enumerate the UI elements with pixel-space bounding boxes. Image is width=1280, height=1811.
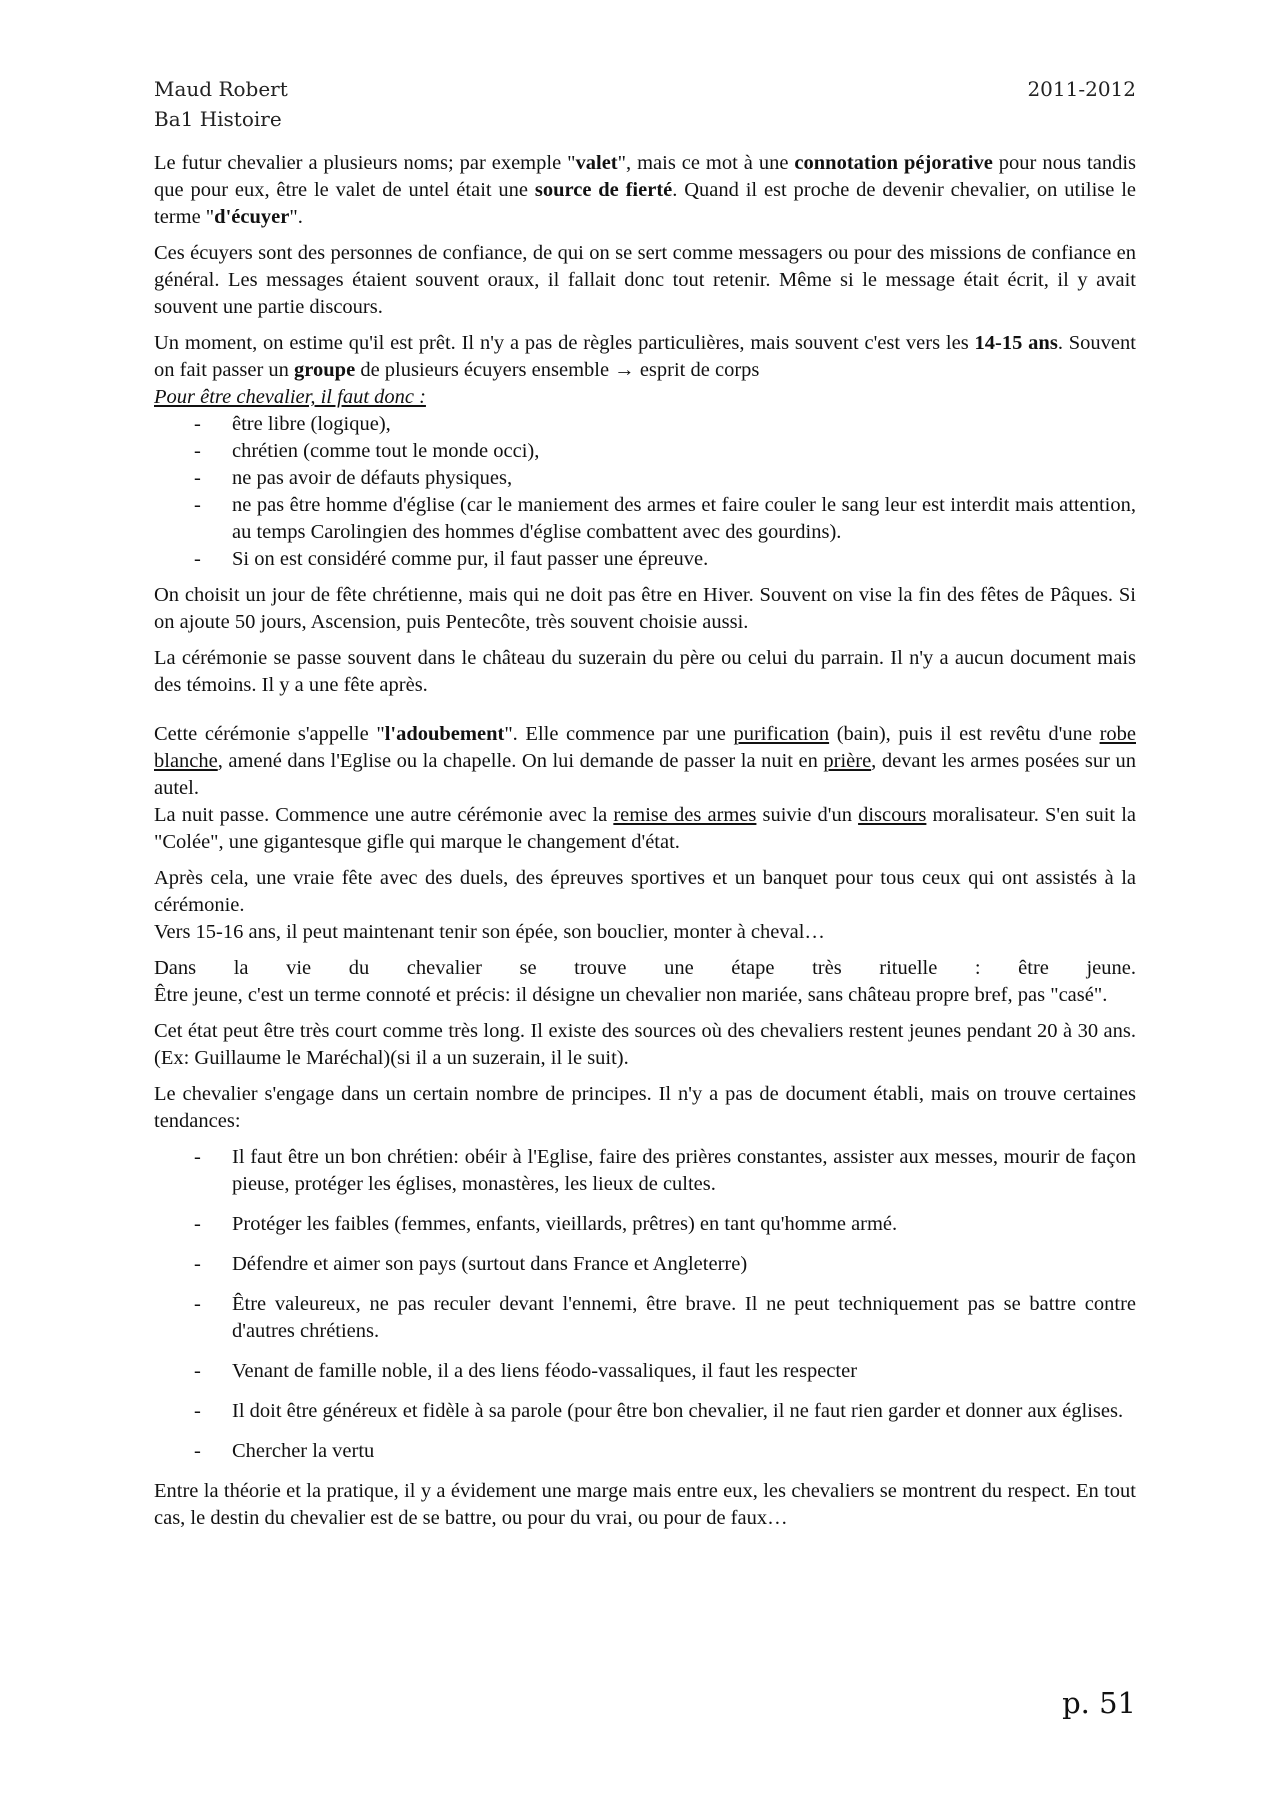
paragraph-duree: Cet état peut être très court comme très long. Il existe des sources où des chevaliers restent jeunes pendant 20 à 30 ans. (Ex: Guillaume le Maréchal)(si il a un suzerain, il le suit). bbox=[154, 1020, 1136, 1069]
paragraph-fete: On choisit un jour de fête chrétienne, mais qui ne doit pas être en Hiver. Souvent on vise la fin des fêtes de Pâques. Si on ajoute 50 jours, Ascension, puis Pentecôte, très souvent choisie aussi. bbox=[154, 584, 1136, 633]
term-priere: prière bbox=[823, 750, 872, 772]
academic-year: 2011-2012 bbox=[1027, 77, 1136, 101]
term-robe-blanche: robe blanche bbox=[154, 723, 1136, 772]
page-number: p. 51 bbox=[1062, 1686, 1136, 1720]
list-item: - être libre (logique), bbox=[154, 411, 1136, 438]
page-header bbox=[154, 74, 1136, 134]
list-item: - Il faut être un bon chrétien: obéir à l'Eglise, faire des prières constantes, assister aux messes, mourir de façon pieuse, protéger les églises, monastères, les lieux de cultes. bbox=[154, 1144, 1136, 1198]
conditions-list bbox=[154, 411, 1136, 573]
term-remise-armes: remise des armes bbox=[613, 804, 757, 826]
term-connotation: connotation péjorative bbox=[794, 152, 993, 174]
principles-list bbox=[154, 1144, 1136, 1465]
paragraph-ceremonie-lieu: La cérémonie se passe souvent dans le château du suzerain du père ou celui du parrain. Il n'y a aucun document mais des témoins. Il y a une fête après. bbox=[154, 647, 1136, 696]
list-item: - Protéger les faibles (femmes, enfants, vieillards, prêtres) en tant qu'homme armé. bbox=[154, 1211, 1136, 1238]
term-fierte: source de fierté bbox=[534, 179, 673, 201]
paragraph-conclusion: Entre la théorie et la pratique, il y a évidement une marge mais entre eux, les chevaliers se montrent du respect. En tout cas, le destin du chevalier est de se battre, ou pour du vrai, ou pour de faux… bbox=[154, 1480, 1136, 1529]
list-item: - Si on est considéré comme pur, il faut passer une épreuve. bbox=[154, 546, 1136, 573]
term-ecuyer: d'écuyer bbox=[214, 206, 290, 228]
document-body bbox=[154, 150, 1136, 1541]
list-item: - ne pas avoir de défauts physiques, bbox=[154, 465, 1136, 492]
term-valet: valet bbox=[575, 152, 618, 174]
term-discours: discours bbox=[858, 804, 927, 826]
term-purification: purification bbox=[733, 723, 830, 745]
author-name: Maud Robert bbox=[154, 77, 288, 101]
list-item: - Être valeureux, ne pas reculer devant l'ennemi, être brave. Il ne peut techniquement pas se battre contre d'autres chrétiens. bbox=[154, 1291, 1136, 1345]
list-item: - chrétien (comme tout le monde occi), bbox=[154, 438, 1136, 465]
paragraph-age-epee: Vers 15-16 ans, il peut maintenant tenir son épée, son bouclier, monter à cheval… bbox=[154, 921, 825, 943]
paragraph-valet: Le futur chevalier a plusieurs noms; par exemple "valet", mais ce mot à une connotation péjorative pour nous tandis que pour eux, être le valet de untel était une source de fierté. Quand il est proche de devenir chevalier, on utilise le terme "d'écuyer". bbox=[154, 152, 1137, 228]
paragraph-age: Un moment, on estime qu'il est prêt. Il n'y a pas de règles particulières, mais souvent c'est vers les 14-15 ans. Souvent on fait passer un groupe de plusieurs écuyers ensemble → esprit de corps Pour être chevalier, il faut donc : bbox=[154, 332, 1136, 408]
term-groupe: groupe bbox=[294, 359, 356, 381]
paragraph-jeune-definition: Être jeune, c'est un terme connoté et précis: il désigne un chevalier non mariée, sans château propre bref, pas "casé". bbox=[154, 984, 1108, 1006]
paragraph-adoubement: Cette cérémonie s'appelle "l'adoubement". Elle commence par une purification (bain), puis il est revêtu d'une robe blanche, amené dans l'Eglise ou la chapelle. On lui demande de passer la nuit en prière, devant les armes posées sur un autel. La nuit passe. Commence une autre cérémonie avec la remise des armes suivie d'un discours moralisateur. S'en suit la "Colée", une gigantesque gifle qui marque le changement d'état. bbox=[154, 723, 1136, 853]
course-name: Ba1 Histoire bbox=[154, 107, 282, 131]
list-item: - ne pas être homme d'église (car le maniement des armes et faire couler le sang leur est interdit mais attention, au temps Carolingien des hommes d'église combattent avec des gourdins). bbox=[154, 492, 1136, 546]
list-item: - Chercher la vertu bbox=[154, 1438, 1136, 1465]
list-item: - Il doit être généreux et fidèle à sa parole (pour être bon chevalier, il ne faut rien garder et donner aux églises. bbox=[154, 1398, 1136, 1425]
term-age: 14-15 ans bbox=[974, 332, 1058, 354]
paragraph-ecuyers: Ces écuyers sont des personnes de confiance, de qui on se sert comme messagers ou pour des missions de confiance en général. Les messages étaient souvent oraux, il fallait donc tout retenir. Même si le message était écrit, il y avait souvent une partie discours. bbox=[154, 242, 1136, 318]
term-adoubement: l'adoubement bbox=[384, 723, 505, 745]
paragraph-jeune-intro: Dans la vie du chevalier se trouve une étape très rituelle : être jeune. bbox=[154, 957, 1136, 979]
paragraph-fete-apres: Après cela, une vraie fête avec des duels, des épreuves sportives et un banquet pour tous ceux qui ont assistés à la cérémonie. bbox=[154, 867, 1136, 916]
arrow-icon: → bbox=[614, 359, 635, 381]
list-item: - Défendre et aimer son pays (surtout dans France et Angleterre) bbox=[154, 1251, 1136, 1278]
conditions-heading: Pour être chevalier, il faut donc : bbox=[154, 386, 426, 408]
paragraph-principes: Le chevalier s'engage dans un certain nombre de principes. Il n'y a pas de document établi, mais on trouve certaines tendances: bbox=[154, 1083, 1136, 1132]
list-item: - Venant de famille noble, il a des liens féodo-vassaliques, il faut les respecter bbox=[154, 1358, 1136, 1385]
